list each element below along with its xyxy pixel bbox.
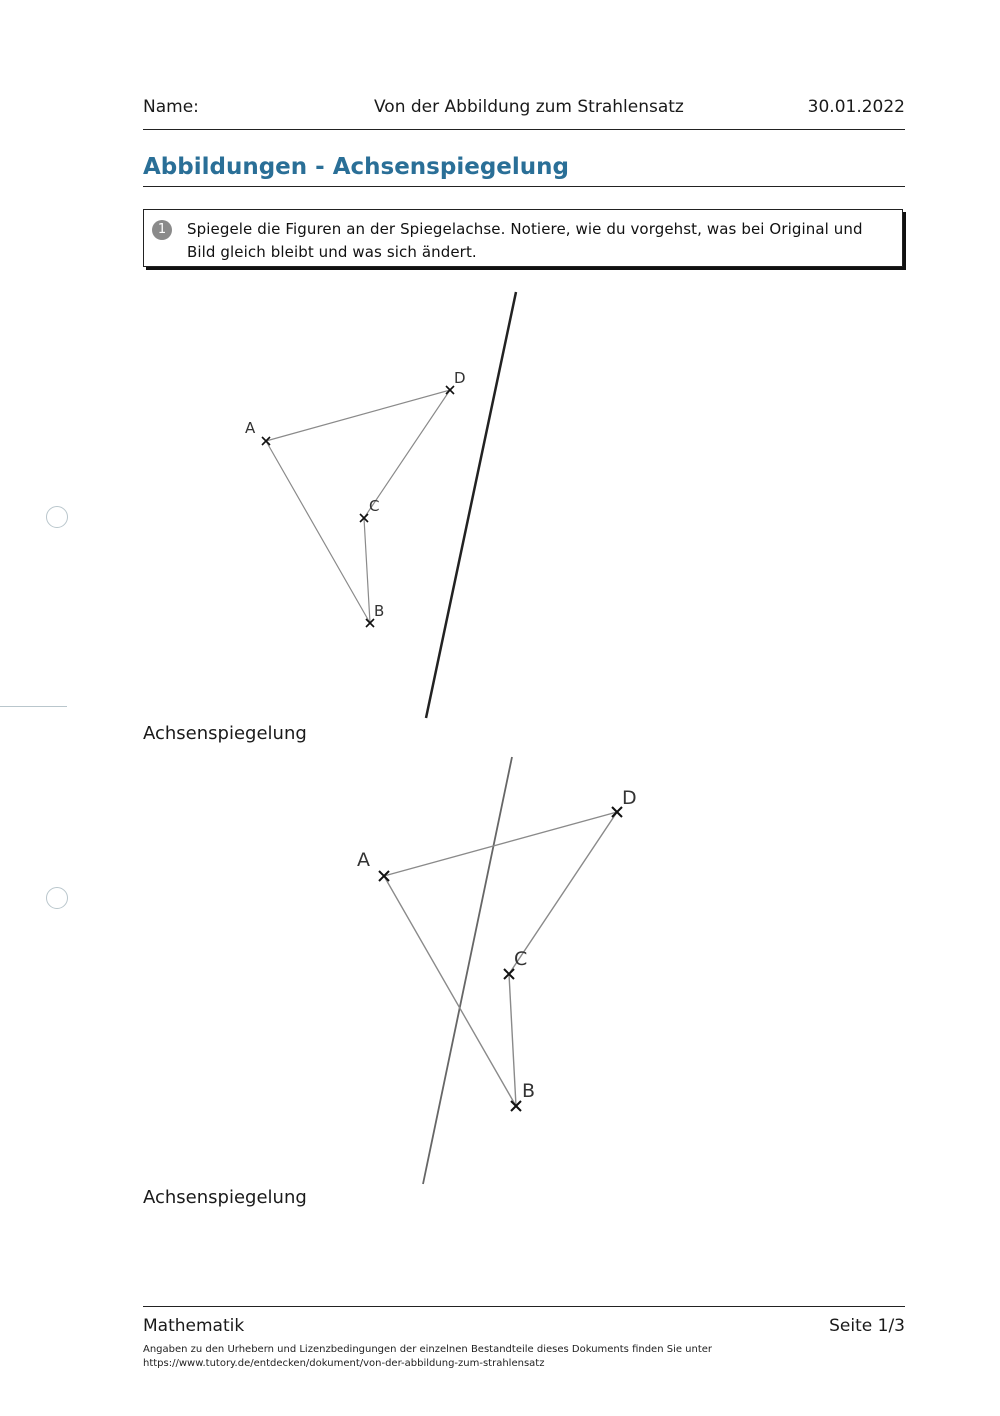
footer-subject: Mathematik <box>143 1316 245 1336</box>
point-markers-2 <box>379 807 622 1111</box>
document-date: 30.01.2022 <box>807 97 905 117</box>
quadrilateral-2 <box>384 812 617 1106</box>
footer-page-number: Seite 1/3 <box>829 1316 905 1336</box>
figure-2 <box>357 757 637 1184</box>
point-label-B: B <box>374 602 385 620</box>
credits-link[interactable]: https://www.tutory.de/entdecken/dokument/von-der-abbildung-zum-strahlensatz <box>143 1358 545 1369</box>
point-label-D: D <box>454 369 466 387</box>
quadrilateral-1 <box>266 390 450 623</box>
point-label-B2: B <box>522 1080 536 1102</box>
figure-1 <box>245 292 516 718</box>
name-label: Name: <box>143 97 199 117</box>
credits-text: Angaben zu den Urhebern und Lizenzbedingungen der einzelnen Bestandteile dieses Dokuments finden Sie unter <box>143 1344 713 1355</box>
point-label-A: A <box>245 419 256 437</box>
mirror-axis-1 <box>426 292 516 718</box>
footer-credits <box>143 1343 712 1371</box>
task-number-badge: 1 <box>152 220 172 240</box>
point-label-C2: C <box>514 948 528 970</box>
point-markers-1 <box>262 386 454 627</box>
task-instruction: Spiegele die Figuren an der Spiegelachse. Notiere, wie du vorgehst, was bei Original und Bild gleich bleibt und was sich ändert. <box>187 220 863 261</box>
point-label-A2: A <box>357 849 370 871</box>
figure-2-caption: Achsenspiegelung <box>143 1187 307 1208</box>
point-label-C: C <box>369 497 380 515</box>
point-label-D2: D <box>622 787 637 809</box>
document-title: Von der Abbildung zum Strahlensatz <box>374 97 684 117</box>
section-title: Abbildungen - Achsenspiegelung <box>143 154 569 180</box>
figure-1-caption: Achsenspiegelung <box>143 723 307 744</box>
footer-divider <box>143 1306 905 1307</box>
mirror-axis-2 <box>423 757 512 1184</box>
